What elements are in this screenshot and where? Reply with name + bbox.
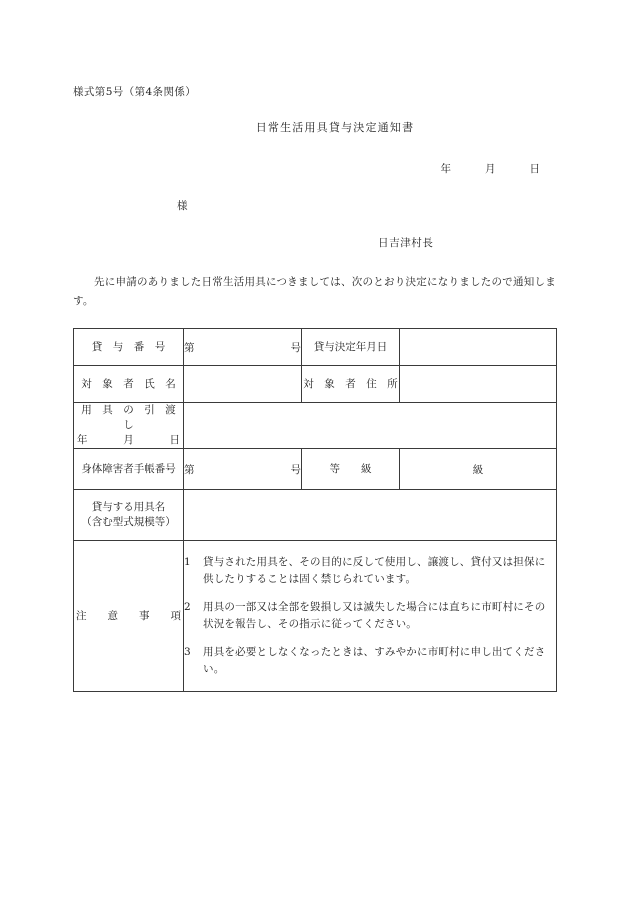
label-notes: 注 意 事 項 [74,541,184,692]
table-row-equipment [74,490,557,541]
field-delivery-date[interactable] [184,403,557,449]
note-item [184,554,556,588]
note-number: 1 [184,556,191,568]
delivery-year: 年 [77,434,88,446]
table-row-person [74,366,557,403]
notes-content [184,541,557,692]
note-number: 3 [184,646,191,658]
loan-number-suffix: 号 [290,341,301,354]
date-line [0,161,630,176]
delivery-label-line1: 用 具 の 引 渡 し [81,404,187,431]
field-person-name[interactable] [184,366,302,403]
label-delivery-date [74,403,187,449]
body-paragraph: 先に申請のありました日常生活用具につきましては、次のとおり決定になりましたので通知します。 [73,276,557,307]
label-loan-number: 貸 与 番 号 [74,329,184,366]
issuer-name: 日吉津村長 [378,237,434,249]
field-handbook-number[interactable] [184,449,302,490]
label-grade: 等 級 [302,449,400,490]
field-grade[interactable]: 級 [400,449,557,490]
label-handbook-number: 身体障害者手帳番号 [74,449,184,490]
date-day-label: 日 [529,163,540,175]
date-year-label: 年 [440,163,451,175]
decision-form-table [73,328,557,692]
field-equipment-name[interactable] [184,490,557,541]
equipment-label-line1: 貸与する用具名 [91,501,166,513]
field-person-address[interactable] [400,366,557,403]
delivery-month: 月 [123,434,134,446]
field-loan-number[interactable] [184,329,302,366]
table-row-loan-number [74,329,557,366]
recipient-honorific: 様 [177,200,188,212]
note-item [184,599,556,633]
label-decision-date: 貸与決定年月日 [302,329,400,366]
note-text: 用具を必要としなくなったときは、すみやかに市町村に申し出てください。 [203,646,546,675]
equipment-label-line2: （含む型式規模等） [81,516,176,528]
loan-number-prefix: 第 [184,341,195,354]
label-equipment-name [74,490,184,541]
table-row-handbook [74,449,557,490]
field-decision-date[interactable] [400,329,557,366]
label-person-name: 対 象 者 氏 名 [74,366,184,403]
note-text: 用具の一部又は全部を毀損し又は滅失した場合には直ちに市町村にその状況を報告し、その指示に従ってください。 [203,601,546,630]
note-number: 2 [184,601,191,613]
delivery-label-line2 [74,433,183,448]
date-month-label: 月 [485,163,496,175]
note-text: 貸与された用具を、その目的に反して使用し、譲渡し、貸付又は担保に供したりすることは固く禁じられています。 [203,556,546,585]
delivery-day: 日 [169,434,180,446]
handbook-number-prefix: 第 [184,463,195,476]
note-item [184,644,556,678]
form-number: 様式第5号（第4条関係） [73,86,197,98]
label-person-address: 対 象 者 住 所 [302,366,400,403]
table-row-delivery-date [74,403,557,449]
table-row-notes [74,541,557,692]
document-title: 日常生活用具貸与決定通知書 [255,121,415,134]
handbook-number-suffix: 号 [290,463,301,476]
